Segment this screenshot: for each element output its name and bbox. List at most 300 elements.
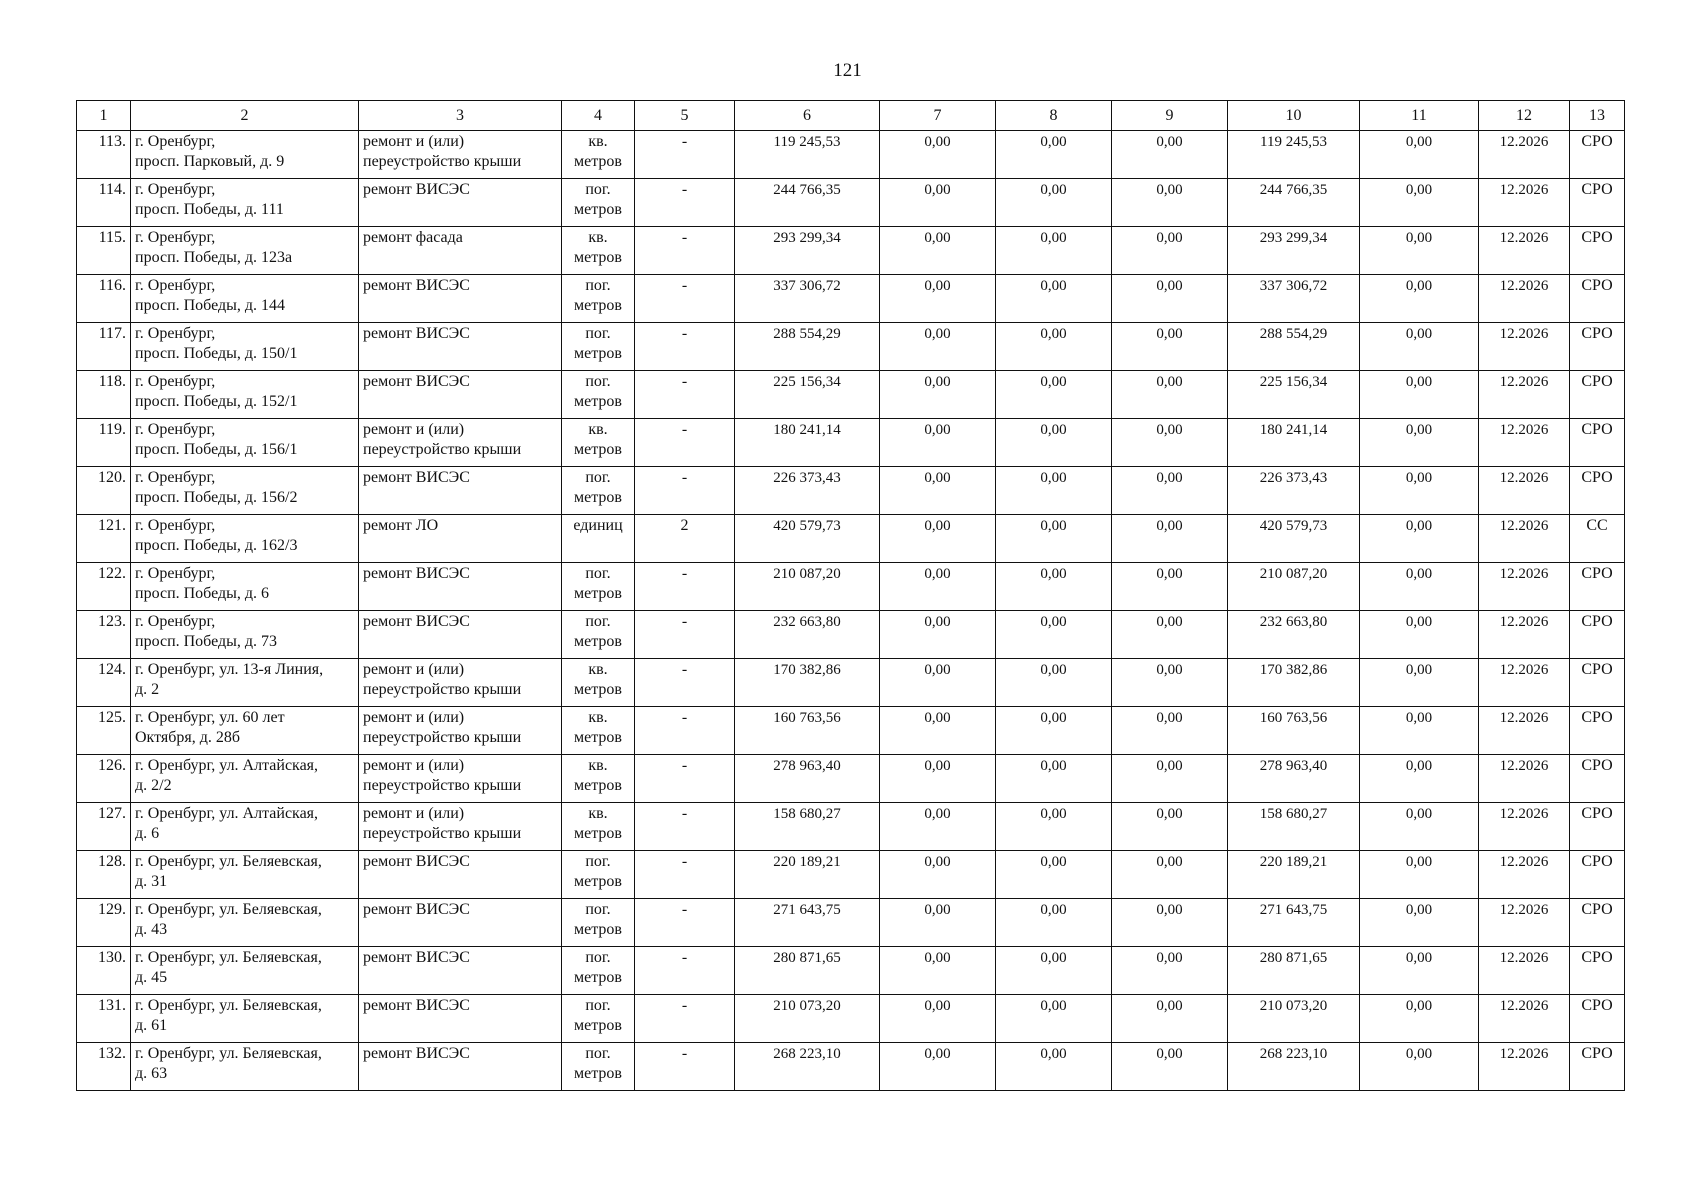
work-type-cell-text: ремонт ВИСЭС — [363, 565, 470, 582]
column-header-12: 12 — [1479, 101, 1570, 131]
row-number-cell-text: 121. — [98, 517, 126, 534]
column-9-cell-text: 0,00 — [1156, 1046, 1183, 1062]
completion-date-cell-text: 12.2026 — [1499, 902, 1549, 918]
table-row — [77, 947, 1625, 995]
total-cost-cell-text: 160 763,56 — [773, 710, 841, 726]
unit-cell — [562, 179, 635, 227]
column-9-cell-text: 0,00 — [1156, 326, 1183, 342]
column-9-cell-text: 0,00 — [1156, 758, 1183, 774]
column-7-cell-text: 0,00 — [924, 614, 951, 630]
column-7-cell-text: 0,00 — [924, 806, 951, 822]
quantity-cell-text: - — [681, 1045, 688, 1062]
quantity-cell — [635, 131, 735, 179]
column-10-cell-text: 288 554,29 — [1259, 326, 1328, 342]
column-10-cell-text: 271 643,75 — [1259, 902, 1328, 918]
table-row — [77, 611, 1625, 659]
quantity-cell — [635, 611, 735, 659]
work-type-cell-text: ремонт и (или) переустройство крыши — [363, 421, 522, 458]
work-type-cell-text: ремонт ВИСЭС — [363, 181, 470, 198]
table-row — [77, 323, 1625, 371]
address-cell-text: г. Оренбург, ул. Алтайская, д. 6 — [135, 805, 319, 842]
column-9-cell-text: 0,00 — [1156, 614, 1183, 630]
column-9-cell — [1112, 659, 1228, 707]
row-number-cell-text: 123. — [98, 613, 126, 630]
column-9-cell-text: 0,00 — [1156, 710, 1183, 726]
completion-date-cell-text: 12.2026 — [1499, 854, 1549, 870]
column-8-cell-text: 0,00 — [1040, 230, 1067, 246]
method-cell-text: СРО — [1581, 661, 1613, 678]
method-cell-text: СРО — [1581, 469, 1613, 486]
table-row — [77, 563, 1625, 611]
row-number-cell-text: 122. — [98, 565, 126, 582]
quantity-cell-text: - — [681, 469, 688, 486]
column-11-cell — [1360, 899, 1479, 947]
address-cell — [131, 707, 359, 755]
column-7-cell — [880, 179, 996, 227]
work-type-cell-text: ремонт ВИСЭС — [363, 469, 470, 486]
column-8-cell-text: 0,00 — [1040, 998, 1067, 1014]
work-type-cell — [359, 179, 562, 227]
unit-cell — [562, 1043, 635, 1091]
work-type-cell — [359, 371, 562, 419]
work-type-cell — [359, 467, 562, 515]
column-9-cell-text: 0,00 — [1156, 518, 1183, 534]
work-type-cell-text: ремонт и (или) переустройство крыши — [363, 757, 522, 794]
method-cell — [1570, 227, 1625, 275]
total-cost-cell — [735, 563, 880, 611]
column-10-cell-text: 170 382,86 — [1259, 662, 1328, 678]
quantity-cell-text: - — [681, 133, 688, 150]
work-type-cell-text: ремонт ВИСЭС — [363, 613, 470, 630]
unit-cell — [562, 323, 635, 371]
method-cell-text: СРО — [1581, 325, 1613, 342]
column-header-5: 5 — [635, 101, 735, 131]
unit-cell — [562, 707, 635, 755]
column-header-3: 3 — [359, 101, 562, 131]
column-11-cell-text: 0,00 — [1405, 1046, 1433, 1062]
column-10-cell-text: 244 766,35 — [1259, 182, 1328, 198]
column-8-cell-text: 0,00 — [1040, 854, 1067, 870]
total-cost-cell — [735, 755, 880, 803]
method-cell-text: СРО — [1581, 229, 1613, 246]
work-type-cell-text: ремонт и (или) переустройство крыши — [363, 133, 522, 170]
table-row — [77, 659, 1625, 707]
column-9-cell — [1112, 563, 1228, 611]
total-cost-cell-text: 158 680,27 — [773, 806, 841, 822]
column-8-cell — [996, 467, 1112, 515]
column-9-cell-text: 0,00 — [1156, 566, 1183, 582]
quantity-cell — [635, 563, 735, 611]
method-cell-text: СРО — [1581, 421, 1613, 438]
total-cost-cell — [735, 899, 880, 947]
address-cell-text: г. Оренбург, просп. Победы, д. 123а — [135, 229, 293, 266]
row-number-cell-text: 114. — [98, 181, 126, 198]
quantity-cell-text: - — [681, 805, 688, 822]
quantity-cell — [635, 899, 735, 947]
column-10-cell — [1228, 659, 1360, 707]
method-cell-text: СРО — [1581, 277, 1613, 294]
unit-cell — [562, 419, 635, 467]
column-9-cell — [1112, 611, 1228, 659]
completion-date-cell — [1479, 563, 1570, 611]
completion-date-cell-text: 12.2026 — [1499, 998, 1549, 1014]
total-cost-cell-text: 180 241,14 — [773, 422, 841, 438]
row-number-cell-text: 130. — [98, 949, 126, 966]
unit-cell — [562, 995, 635, 1043]
row-number-cell — [77, 659, 131, 707]
unit-cell-text: кв. метров — [574, 805, 622, 842]
column-7-cell — [880, 227, 996, 275]
row-number-cell-text: 120. — [98, 469, 126, 486]
address-cell-text: г. Оренбург, просп. Победы, д. 6 — [135, 565, 270, 602]
method-cell-text: СРО — [1581, 997, 1613, 1014]
column-11-cell — [1360, 659, 1479, 707]
column-11-cell-text: 0,00 — [1405, 806, 1433, 822]
column-7-cell — [880, 563, 996, 611]
work-type-cell-text: ремонт ВИСЭС — [363, 853, 470, 870]
address-cell — [131, 515, 359, 563]
address-cell — [131, 851, 359, 899]
unit-cell — [562, 899, 635, 947]
column-9-cell-text: 0,00 — [1156, 470, 1183, 486]
work-type-cell-text: ремонт ВИСЭС — [363, 949, 470, 966]
column-10-cell-text: 160 763,56 — [1259, 710, 1328, 726]
column-9-cell — [1112, 899, 1228, 947]
quantity-cell-text: - — [681, 997, 688, 1014]
quantity-cell — [635, 803, 735, 851]
column-11-cell — [1360, 515, 1479, 563]
completion-date-cell-text: 12.2026 — [1499, 470, 1549, 486]
work-type-cell-text: ремонт и (или) переустройство крыши — [363, 709, 522, 746]
total-cost-cell-text: 225 156,34 — [773, 374, 841, 390]
method-cell — [1570, 275, 1625, 323]
column-9-cell-text: 0,00 — [1156, 854, 1183, 870]
table-row — [77, 371, 1625, 419]
column-11-cell-text: 0,00 — [1405, 134, 1433, 150]
address-cell — [131, 131, 359, 179]
column-10-cell — [1228, 275, 1360, 323]
work-type-cell-text: ремонт и (или) переустройство крыши — [363, 661, 522, 698]
completion-date-cell — [1479, 419, 1570, 467]
completion-date-cell — [1479, 1043, 1570, 1091]
address-cell-text: г. Оренбург, просп. Парковый, д. 9 — [135, 133, 285, 170]
unit-cell-text: пог. метров — [574, 613, 622, 650]
method-cell — [1570, 371, 1625, 419]
completion-date-cell — [1479, 371, 1570, 419]
column-7-cell-text: 0,00 — [924, 470, 951, 486]
column-10-cell — [1228, 227, 1360, 275]
column-11-cell — [1360, 611, 1479, 659]
row-number-cell — [77, 371, 131, 419]
address-cell-text: г. Оренбург, просп. Победы, д. 144 — [135, 277, 286, 314]
total-cost-cell-text: 293 299,34 — [773, 230, 841, 246]
quantity-cell-text: - — [681, 949, 688, 966]
work-type-cell — [359, 227, 562, 275]
total-cost-cell — [735, 851, 880, 899]
column-10-cell — [1228, 899, 1360, 947]
total-cost-cell — [735, 275, 880, 323]
column-11-cell-text: 0,00 — [1405, 710, 1433, 726]
unit-cell-text: пог. метров — [574, 325, 622, 362]
column-10-cell — [1228, 131, 1360, 179]
method-cell — [1570, 851, 1625, 899]
column-9-cell — [1112, 947, 1228, 995]
unit-cell-text: пог. метров — [574, 469, 622, 506]
method-cell — [1570, 419, 1625, 467]
column-11-cell — [1360, 419, 1479, 467]
table-row — [77, 227, 1625, 275]
column-9-cell — [1112, 419, 1228, 467]
column-10-cell — [1228, 1043, 1360, 1091]
column-7-cell-text: 0,00 — [924, 134, 951, 150]
column-8-cell — [996, 899, 1112, 947]
method-cell-text: СРО — [1581, 901, 1613, 918]
work-type-cell — [359, 611, 562, 659]
row-number-cell — [77, 611, 131, 659]
column-11-cell-text: 0,00 — [1405, 758, 1433, 774]
completion-date-cell — [1479, 467, 1570, 515]
work-type-cell — [359, 803, 562, 851]
column-10-cell — [1228, 371, 1360, 419]
column-7-cell — [880, 1043, 996, 1091]
quantity-cell — [635, 755, 735, 803]
method-cell — [1570, 563, 1625, 611]
quantity-cell — [635, 371, 735, 419]
column-7-cell — [880, 707, 996, 755]
table-row — [77, 899, 1625, 947]
work-type-cell-text: ремонт ВИСЭС — [363, 325, 470, 342]
column-10-cell — [1228, 611, 1360, 659]
column-9-cell — [1112, 371, 1228, 419]
total-cost-cell-text: 119 245,53 — [773, 134, 841, 150]
column-8-cell — [996, 515, 1112, 563]
row-number-cell-text: 119. — [98, 421, 126, 438]
column-9-cell — [1112, 227, 1228, 275]
row-number-cell — [77, 755, 131, 803]
completion-date-cell-text: 12.2026 — [1499, 662, 1549, 678]
completion-date-cell — [1479, 899, 1570, 947]
column-7-cell-text: 0,00 — [924, 902, 951, 918]
method-cell-text: СРО — [1581, 709, 1613, 726]
column-9-cell — [1112, 851, 1228, 899]
completion-date-cell-text: 12.2026 — [1499, 806, 1549, 822]
column-7-cell-text: 0,00 — [924, 1046, 951, 1062]
unit-cell — [562, 227, 635, 275]
work-type-cell — [359, 1043, 562, 1091]
completion-date-cell — [1479, 659, 1570, 707]
column-7-cell — [880, 419, 996, 467]
column-8-cell-text: 0,00 — [1040, 182, 1067, 198]
unit-cell-text: кв. метров — [574, 661, 622, 698]
table-row — [77, 851, 1625, 899]
unit-cell-text: кв. метров — [574, 421, 622, 458]
row-number-cell — [77, 563, 131, 611]
page-number: 121 — [833, 60, 862, 81]
address-cell-text: г. Оренбург, просп. Победы, д. 156/1 — [135, 421, 298, 458]
column-10-cell — [1228, 179, 1360, 227]
method-cell-text: СРО — [1581, 373, 1613, 390]
column-11-cell-text: 0,00 — [1405, 902, 1433, 918]
column-11-cell-text: 0,00 — [1405, 854, 1433, 870]
column-7-cell — [880, 851, 996, 899]
column-11-cell — [1360, 323, 1479, 371]
address-cell-text: г. Оренбург, просп. Победы, д. 150/1 — [135, 325, 298, 362]
total-cost-cell — [735, 995, 880, 1043]
work-type-cell-text: ремонт ВИСЭС — [363, 277, 470, 294]
address-cell — [131, 419, 359, 467]
column-10-cell-text: 158 680,27 — [1259, 806, 1328, 822]
row-number-cell — [77, 803, 131, 851]
column-8-cell-text: 0,00 — [1040, 710, 1067, 726]
row-number-cell — [77, 707, 131, 755]
completion-date-cell — [1479, 851, 1570, 899]
column-9-cell-text: 0,00 — [1156, 134, 1183, 150]
column-9-cell — [1112, 707, 1228, 755]
column-header-8: 8 — [996, 101, 1112, 131]
column-10-cell — [1228, 995, 1360, 1043]
column-9-cell-text: 0,00 — [1156, 662, 1183, 678]
completion-date-cell — [1479, 275, 1570, 323]
column-7-cell — [880, 467, 996, 515]
work-type-cell — [359, 419, 562, 467]
column-11-cell-text: 0,00 — [1405, 662, 1433, 678]
column-7-cell — [880, 323, 996, 371]
work-type-cell — [359, 131, 562, 179]
column-7-cell-text: 0,00 — [924, 518, 951, 534]
table-row — [77, 803, 1625, 851]
column-7-cell — [880, 515, 996, 563]
total-cost-cell — [735, 515, 880, 563]
method-cell-text: СРО — [1581, 805, 1613, 822]
column-11-cell-text: 0,00 — [1405, 566, 1433, 582]
total-cost-cell — [735, 419, 880, 467]
completion-date-cell-text: 12.2026 — [1499, 230, 1549, 246]
column-7-cell-text: 0,00 — [924, 998, 951, 1014]
column-11-cell — [1360, 563, 1479, 611]
method-cell — [1570, 467, 1625, 515]
column-10-cell — [1228, 515, 1360, 563]
total-cost-cell — [735, 1043, 880, 1091]
quantity-cell-text: - — [681, 325, 688, 342]
unit-cell-text: кв. метров — [574, 709, 622, 746]
column-8-cell — [996, 755, 1112, 803]
total-cost-cell — [735, 803, 880, 851]
total-cost-cell — [735, 323, 880, 371]
row-number-cell-text: 129. — [98, 901, 126, 918]
unit-cell — [562, 131, 635, 179]
table-row — [77, 515, 1625, 563]
method-cell-text: СРО — [1581, 1045, 1613, 1062]
row-number-cell-text: 126. — [98, 757, 126, 774]
column-9-cell — [1112, 803, 1228, 851]
completion-date-cell-text: 12.2026 — [1499, 518, 1549, 534]
row-number-cell — [77, 227, 131, 275]
completion-date-cell-text: 12.2026 — [1499, 374, 1549, 390]
column-7-cell — [880, 755, 996, 803]
column-7-cell — [880, 131, 996, 179]
quantity-cell-text: - — [681, 565, 688, 582]
address-cell-text: г. Оренбург, просп. Победы, д. 111 — [135, 181, 284, 218]
column-11-cell — [1360, 371, 1479, 419]
column-10-cell-text: 293 299,34 — [1259, 230, 1328, 246]
completion-date-cell-text: 12.2026 — [1499, 326, 1549, 342]
total-cost-cell-text: 271 643,75 — [773, 902, 841, 918]
method-cell-text: СС — [1586, 517, 1608, 534]
quantity-cell-text: - — [681, 757, 688, 774]
column-7-cell-text: 0,00 — [924, 854, 951, 870]
quantity-cell-text: - — [681, 661, 688, 678]
column-11-cell-text: 0,00 — [1405, 998, 1433, 1014]
unit-cell-text: пог. метров — [574, 565, 622, 602]
total-cost-cell — [735, 611, 880, 659]
work-type-cell — [359, 995, 562, 1043]
column-10-cell — [1228, 755, 1360, 803]
total-cost-cell — [735, 659, 880, 707]
completion-date-cell — [1479, 947, 1570, 995]
column-8-cell-text: 0,00 — [1040, 566, 1067, 582]
work-type-cell — [359, 659, 562, 707]
quantity-cell-text: 2 — [680, 517, 689, 534]
table-row — [77, 179, 1625, 227]
address-cell — [131, 659, 359, 707]
completion-date-cell-text: 12.2026 — [1499, 278, 1549, 294]
column-7-cell-text: 0,00 — [924, 326, 951, 342]
row-number-cell — [77, 419, 131, 467]
address-cell-text: г. Оренбург, просп. Победы, д. 152/1 — [135, 373, 298, 410]
column-header-2: 2 — [131, 101, 359, 131]
quantity-cell — [635, 515, 735, 563]
row-number-cell — [77, 179, 131, 227]
column-8-cell-text: 0,00 — [1040, 1046, 1067, 1062]
unit-cell — [562, 371, 635, 419]
address-cell-text: г. Оренбург, ул. Беляевская, д. 61 — [135, 997, 322, 1034]
total-cost-cell-text: 220 189,21 — [773, 854, 841, 870]
total-cost-cell — [735, 179, 880, 227]
quantity-cell-text: - — [681, 421, 688, 438]
column-9-cell-text: 0,00 — [1156, 950, 1183, 966]
column-8-cell — [996, 227, 1112, 275]
column-9-cell — [1112, 1043, 1228, 1091]
total-cost-cell — [735, 371, 880, 419]
completion-date-cell-text: 12.2026 — [1499, 566, 1549, 582]
quantity-cell — [635, 275, 735, 323]
method-cell-text: СРО — [1581, 133, 1613, 150]
column-8-cell — [996, 419, 1112, 467]
work-type-cell — [359, 275, 562, 323]
column-7-cell — [880, 947, 996, 995]
quantity-cell — [635, 1043, 735, 1091]
work-type-cell — [359, 755, 562, 803]
unit-cell-text: пог. метров — [574, 853, 622, 890]
quantity-cell-text: - — [681, 277, 688, 294]
address-cell — [131, 1043, 359, 1091]
total-cost-cell-text: 170 382,86 — [773, 662, 841, 678]
column-7-cell-text: 0,00 — [924, 710, 951, 726]
address-cell-text: г. Оренбург, ул. Беляевская, д. 31 — [135, 853, 322, 890]
completion-date-cell-text: 12.2026 — [1499, 422, 1549, 438]
row-number-cell — [77, 995, 131, 1043]
method-cell — [1570, 659, 1625, 707]
column-7-cell — [880, 371, 996, 419]
address-cell — [131, 995, 359, 1043]
column-8-cell-text: 0,00 — [1040, 326, 1067, 342]
column-8-cell-text: 0,00 — [1040, 422, 1067, 438]
row-number-cell — [77, 515, 131, 563]
column-7-cell-text: 0,00 — [924, 182, 951, 198]
column-8-cell — [996, 1043, 1112, 1091]
unit-cell-text: кв. метров — [574, 133, 622, 170]
column-11-cell-text: 0,00 — [1405, 470, 1433, 486]
